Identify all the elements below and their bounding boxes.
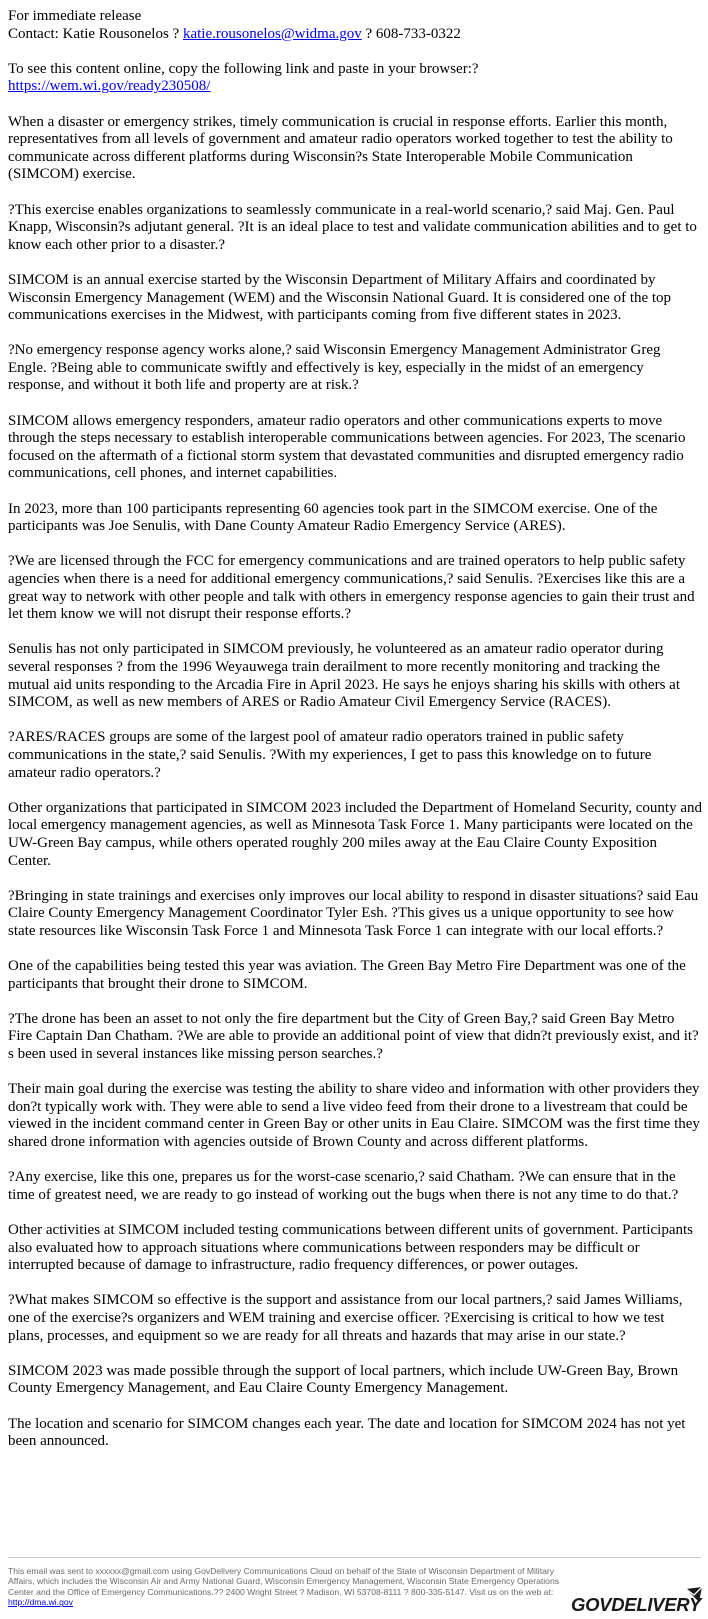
footer-website-link[interactable]: http://dma.wi.gov bbox=[8, 1597, 73, 1608]
paragraph-participants: In 2023, more than 100 participants representing 60 agencies took part in the SIMCOM exercise. One of the participants was Joe Senulis, with Dane County Amateur Radio Emergency Service (ARES). bbox=[8, 500, 658, 535]
paragraph-other-activities: Other activities at SIMCOM included testing communications between different units of government. Participants also evaluated how to approach situations where communications between responders may be difficult or interrupted because of damage to infrastructure, radio frequency differences, or power outages. bbox=[8, 1221, 693, 1274]
paragraph-senulis-history: Senulis has not only participated in SIMCOM previously, he volunteered as an amateur radio operator during several responses ? from the 1996 Weyauwega train derailment to more recently monitoring and tracking the mutual aid units responding to the Arcadia Fire in April 2023. He says he enjoys sharing his skills with others at SIMCOM, as well as new members of ARES or Radio Amateur Civil Emergency Service (RACES). bbox=[8, 641, 680, 711]
envelope-icon bbox=[685, 1586, 703, 1604]
govdelivery-logo[interactable] bbox=[571, 1592, 703, 1616]
paragraph-simcom-2024: The location and scenario for SIMCOM changes each year. The date and location for SIMCOM 2024 has not yet been announced. bbox=[8, 1415, 686, 1450]
online-instructions bbox=[8, 61, 702, 96]
paragraph-aviation: One of the capabilities being tested this year was aviation. The Green Bay Metro Fire Department was one of the participants that brought their drone to SIMCOM. bbox=[8, 958, 686, 992]
paragraph-chatham-drone-quote: ?The drone has been an asset to not only the fire department but the City of Green Bay,? said Green Bay Metro Fire Captain Dan Chatham. ?We are able to provide an additional point of view that didn?t previously exist, and it?s been used in several instances like missing person searches.? bbox=[8, 1010, 699, 1063]
footer-text: This email was sent to xxxxxx@gmail.com using GovDelivery Communications Cloud on behalf of the State of Wisconsin Department of Military Affairs, which includes the Wisconsin Air and Army National Guard, Wisconsin Emergency Management, Wisconsin State Emergency Operations Center and the Office of Emergency Communications.?? 2400 Wright Street ? Madison, WI 53708-8111 ? 800-335-5147. Visit us on the web at: bbox=[8, 1566, 560, 1597]
paragraph-ares-races-quote: ?ARES/RACES groups are some of the largest pool of amateur radio operators trained in public safety communications in the state,? said Senulis. ?With my experiences, I get to pass this knowledge on to future amateur radio operators.? bbox=[8, 729, 652, 781]
paragraph-knapp-quote: ?This exercise enables organizations to seamlessly communicate in a real-world scenario,? said Maj. Gen. Paul Knapp, Wisconsin?s adjutant general. ?It is an ideal place to test and validate communication abilities and to get to know each other prior to a disaster.? bbox=[8, 201, 697, 253]
paragraph-williams-quote: ?What makes SIMCOM so effective is the support and assistance from our local partners,? said James Williams, one of the exercise?s organizers and WEM training and exercise officer. ?Exercising is critical to how we test plans, processes, and equipment so we are ready for all threats and hazards that may arise in our state.? bbox=[8, 1292, 683, 1344]
paragraph-other-organizations: Other organizations that participated in SIMCOM 2023 included the Department of Homeland Security, county and local emergency management agencies, as well as Minnesota Task Force 1. Many participants were located on the UW-Green Bay campus, while others operated roughly 200 miles away at the Eau Claire County Exposition Center. bbox=[8, 799, 702, 869]
online-instruction-text: To see this content online, copy the following link and paste in your browser:? bbox=[8, 60, 479, 77]
footer-divider bbox=[8, 1557, 701, 1558]
online-article-link[interactable]: https://wem.wi.gov/ready230508/ bbox=[8, 78, 211, 95]
paragraph-engle-quote: ?No emergency response agency works alone,? said Wisconsin Emergency Management Administrator Greg Engle. ?Being able to communicate swiftly and effectively is key, especially in the midst of an emergency response, and without it both life and property are at risk.? bbox=[8, 342, 661, 394]
contact-email-link[interactable]: katie.rousonelos@widma.gov bbox=[182, 25, 362, 42]
paragraph-esh-quote: ?Bringing in state trainings and exercises only improves our local ability to respond in disaster situations? said Eau Claire County Emergency Management Coordinator Tyler Esh. ?This gives us a unique opportunity to see how state resources like Wisconsin Task Force 1 and Minnesota Task Force 1 can integrate with our local efforts.? bbox=[8, 887, 699, 939]
paragraph-intro: When a disaster or emergency strikes, timely communication is crucial in response efforts. Earlier this month, representatives from all levels of government and amateur radio operators worked together to test the ability to communicate across different platforms during Wisconsin?s State Interoperable Mobile Communication (SIMCOM) exercise. bbox=[8, 113, 673, 183]
release-header bbox=[8, 8, 702, 43]
paragraph-simcom-about: SIMCOM is an annual exercise started by the Wisconsin Department of Military Affairs and coordinated by Wisconsin Emergency Management (WEM) and the Wisconsin National Guard. It is considered one of the top communications exercises in the Midwest, with participants coming from five different states in 2023. bbox=[8, 271, 672, 324]
contact-name: Contact: Katie Rousonelos ? bbox=[8, 25, 183, 42]
email-footer bbox=[8, 1566, 568, 1608]
govdelivery-wordmark: GOVDELIVERY bbox=[571, 1594, 702, 1615]
paragraph-scenario: SIMCOM allows emergency responders, amateur radio operators and other communications experts to move through the steps necessary to establish interoperable communications between agencies. For 2023, The scenario focused on the aftermath of a fictional storm system that devastated communities and disrupted emergency radio communications, cell phones, and internet capabilities. bbox=[8, 412, 686, 482]
paragraph-senulis-quote: ?We are licensed through the FCC for emergency communications and are trained operators to help public safety agencies when there is a need for additional emergency communications,? said Senulis. ?Exercises like this are a great way to network with other people and talk with others in emergency response agencies to gain their trust and let them know we will not disrupt their response efforts.? bbox=[8, 553, 695, 623]
paragraph-local-partners: SIMCOM 2023 was made possible through the support of local partners, which include UW-Green Bay, Brown County Emergency Management, and Eau Claire County Emergency Management. bbox=[8, 1362, 679, 1397]
contact-line bbox=[8, 26, 461, 42]
paragraph-chatham-worst-case-quote: ?Any exercise, like this one, prepares us for the worst-case scenario,? said Chatham. ?We can ensure that in the time of greatest need, we are ready to go instead of working out the bugs when there is not any time to do that.? bbox=[8, 1169, 679, 1203]
press-release-body bbox=[8, 8, 702, 1468]
release-label: For immediate release bbox=[8, 8, 142, 24]
contact-phone: ? 608-733-0322 bbox=[361, 25, 461, 42]
paragraph-video-feed: Their main goal during the exercise was testing the ability to share video and information with other providers they don?t typically work with. They were able to send a live video feed from their drone to a livestream that could be viewed in the incident command center in Green Bay or other units in Eau Claire. SIMCOM was the first time they shared drone information with agencies outside of Brown County and across different platforms. bbox=[8, 1081, 700, 1150]
